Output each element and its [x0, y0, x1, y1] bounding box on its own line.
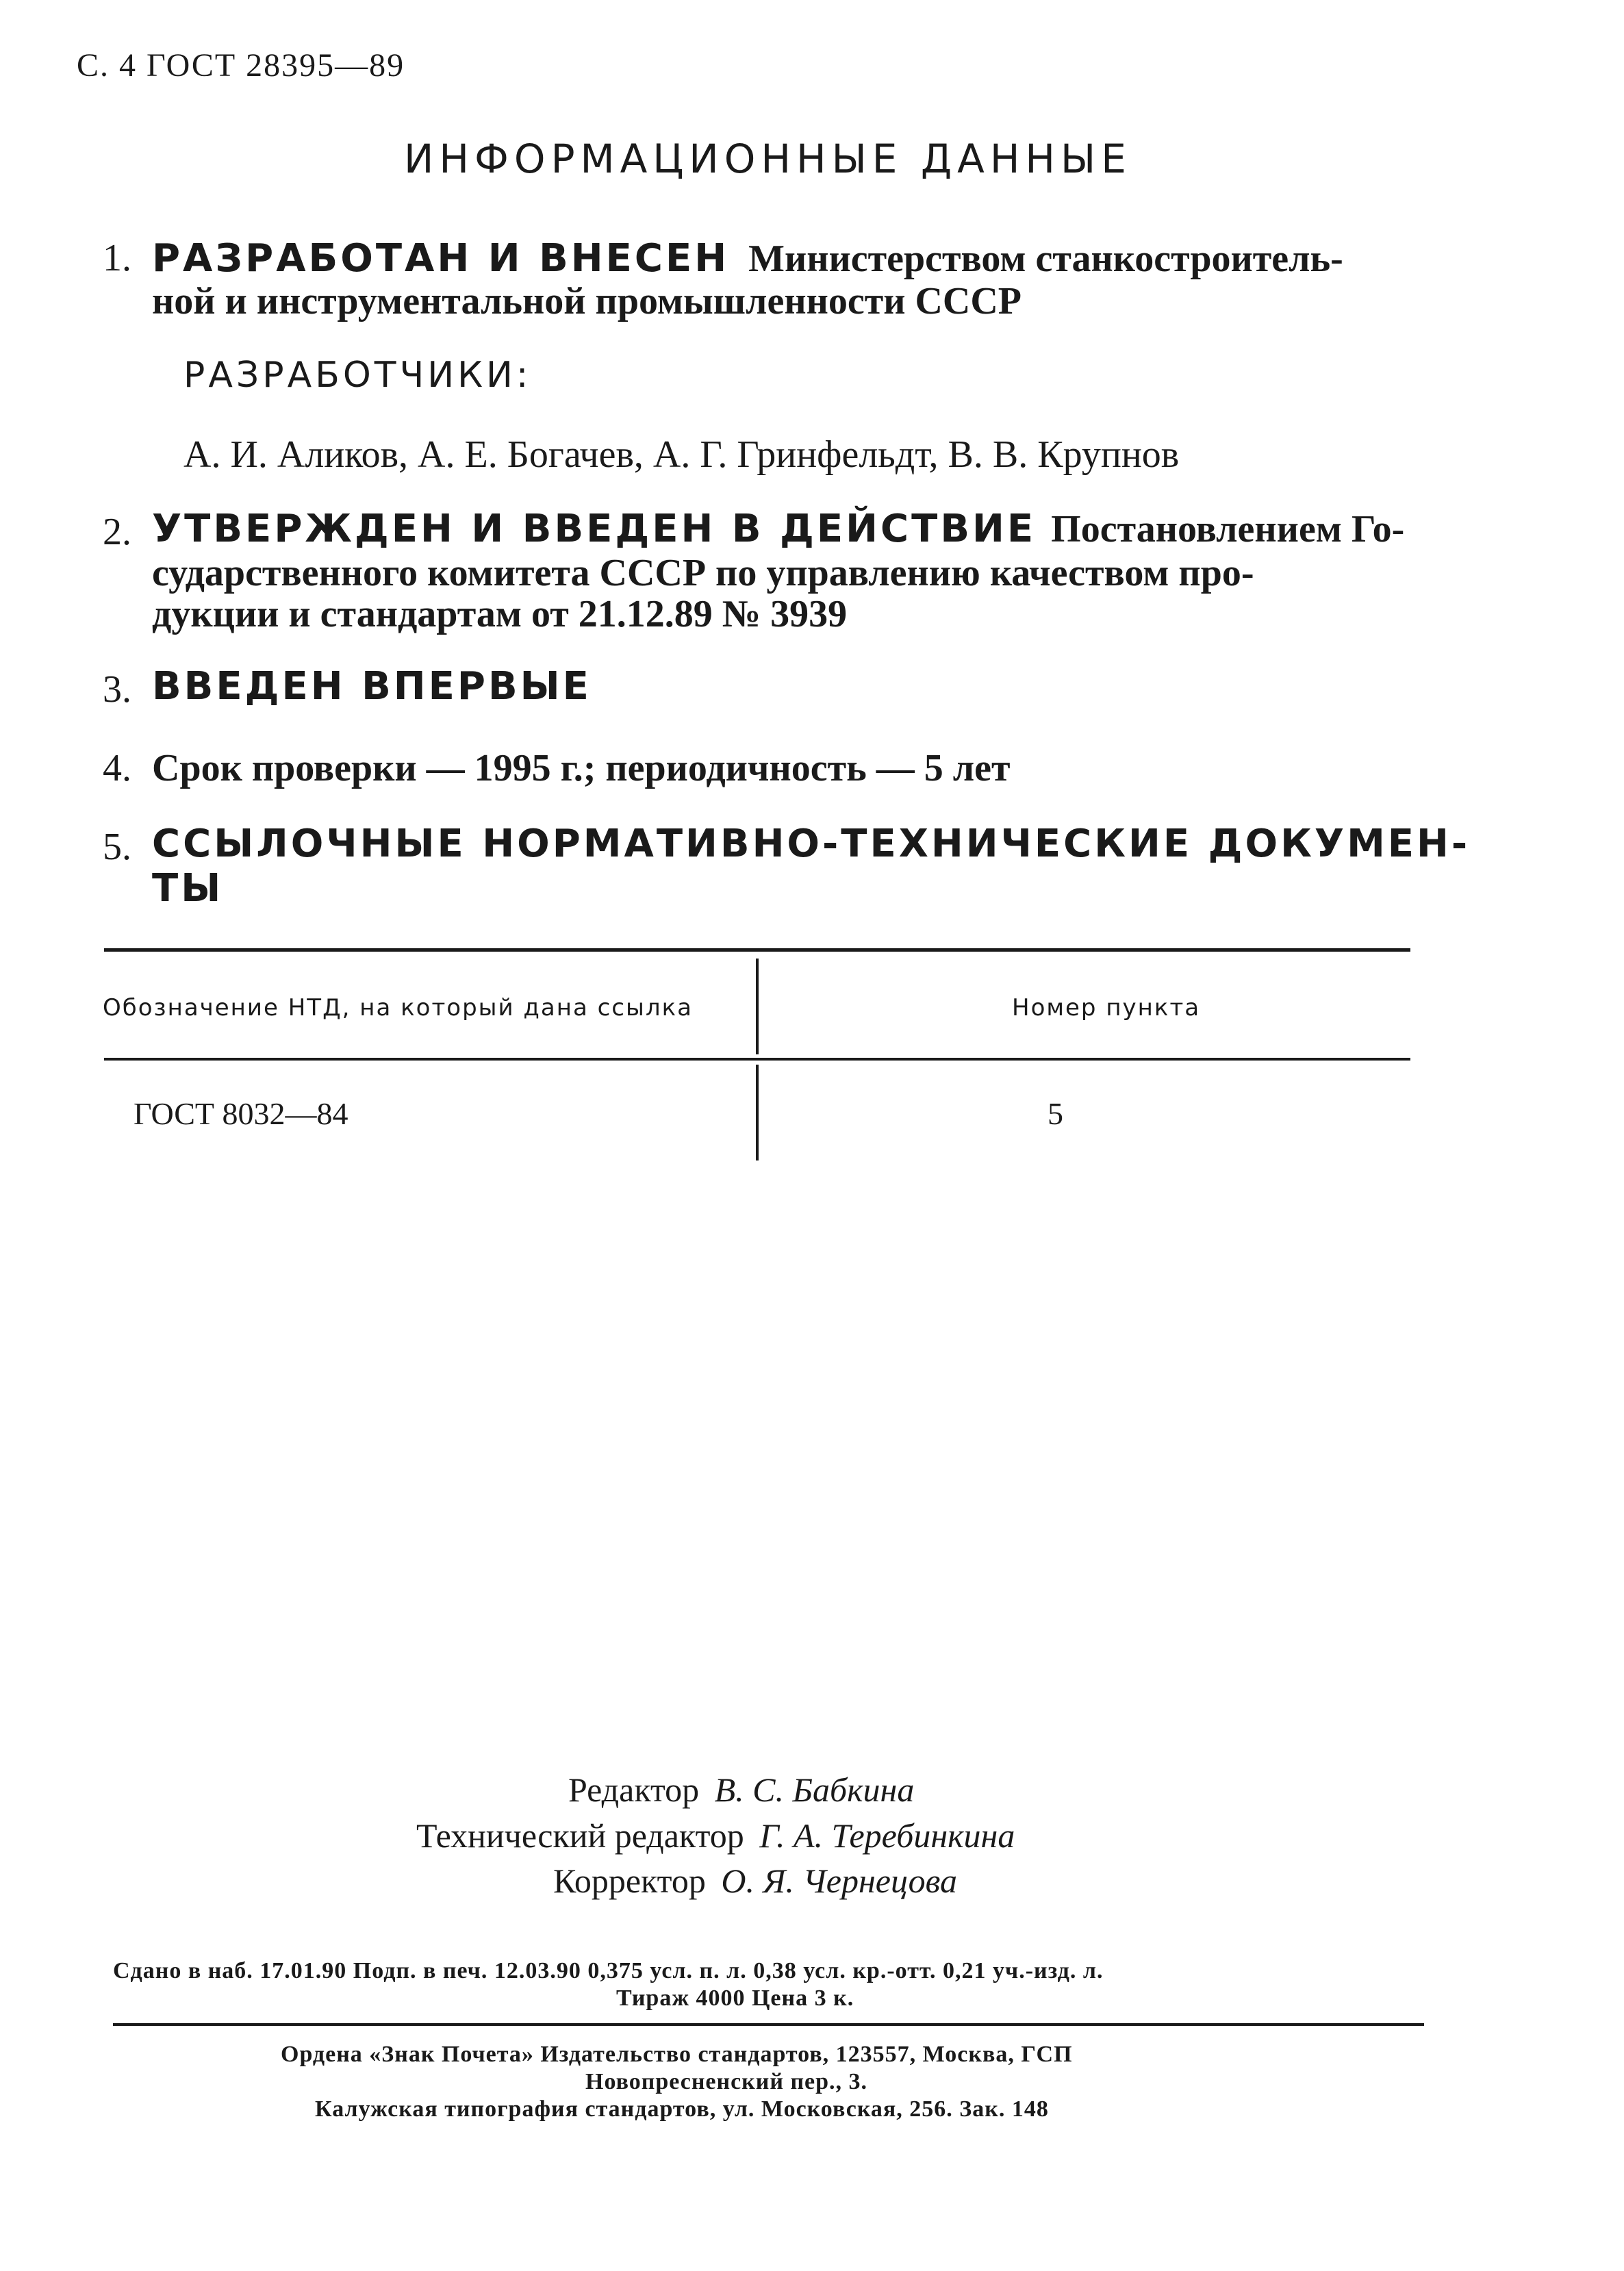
- item-2-line-2: сударственного комитета СССР по управлению качеством про-: [152, 552, 1254, 594]
- developers-label: РАЗРАБОТЧИКИ:: [183, 355, 532, 396]
- table-column-divider-body: [756, 1065, 759, 1160]
- corrector-name: О. Я. Чернецова: [721, 1862, 957, 1900]
- tech-editor-name: Г. А. Теребинкина: [759, 1816, 1015, 1855]
- item-5-caps-1: ССЫЛОЧНЫЕ НОРМАТИВНО-ТЕХНИЧЕСКИЕ ДОКУМЕН-: [152, 822, 1471, 866]
- item-3-caps: ВВЕДЕН ВПЕРВЫЕ: [152, 664, 592, 709]
- item-2-line-3: дукции и стандартам от 21.12.89 № 3939: [152, 593, 848, 635]
- table-cell-designation: ГОСТ 8032—84: [134, 1096, 348, 1131]
- imprint-rule: [113, 2023, 1424, 2026]
- item-4-number: 4.: [103, 747, 131, 789]
- item-2-text-1: Постановлением Го-: [1051, 508, 1405, 550]
- document-title: ИНФОРМАЦИОННЫЕ ДАННЫЕ: [404, 136, 1132, 182]
- table-top-rule: [104, 948, 1410, 952]
- item-1-line-1: [152, 236, 1343, 281]
- item-3-number: 3.: [103, 668, 131, 711]
- item-2-caps: УТВЕРЖДЕН И ВВЕДЕН В ДЕЙСТВИЕ: [152, 507, 1037, 551]
- item-1-number: 1.: [103, 237, 131, 279]
- developers-list: А. И. Аликов, А. Е. Богачев, А. Г. Гринфельдт, В. В. Крупнов: [183, 433, 1180, 476]
- table-header-designation: Обозначение НТД, на который дана ссылка: [103, 994, 693, 1022]
- publisher-line-2: Новопресненский пер., 3.: [585, 2069, 868, 2094]
- table-column-divider-header: [756, 959, 759, 1054]
- item-2-line-1: [152, 507, 1404, 551]
- item-2-number: 2.: [103, 511, 131, 553]
- page-header: С. 4 ГОСТ 28395—89: [77, 47, 405, 84]
- imprint-line-1: Сдано в наб. 17.01.90 Подп. в печ. 12.03.90 0,375 усл. п. л. 0,38 усл. кр.-отт. 0,21 уч.-изд. л.: [113, 1958, 1104, 1983]
- table-header-rule: [104, 1058, 1410, 1061]
- item-1-caps: РАЗРАБОТАН И ВНЕСЕН: [152, 236, 730, 281]
- tech-editor-line: [416, 1816, 1015, 1855]
- item-5-number: 5.: [103, 826, 131, 868]
- corrector-label: Корректор: [553, 1862, 706, 1900]
- imprint-line-2: Тираж 4000 Цена 3 к.: [616, 1985, 854, 2011]
- publisher-line-3: Калужская типография стандартов, ул. Московская, 256. Зак. 148: [315, 2096, 1049, 2122]
- editor-line: [568, 1770, 914, 1810]
- publisher-line-1: Ордена «Знак Почета» Издательство стандартов, 123557, Москва, ГСП: [281, 2042, 1073, 2067]
- item-4-text: Срок проверки — 1995 г.; периодичность — 5 лет: [152, 747, 1011, 789]
- table-header-item-number: Номер пункта: [1012, 994, 1201, 1022]
- item-1-text-1: Министерством станкостроитель-: [748, 238, 1343, 280]
- item-5-caps-2: ТЫ: [152, 866, 224, 911]
- editor-label: Редактор: [568, 1771, 700, 1809]
- item-1-line-2: ной и инструментальной промышленности СССР: [152, 280, 1022, 322]
- table-cell-item-number: 5: [1048, 1096, 1063, 1131]
- tech-editor-label: Технический редактор: [416, 1816, 744, 1855]
- corrector-line: [553, 1861, 957, 1901]
- editor-name: В. С. Бабкина: [714, 1771, 915, 1809]
